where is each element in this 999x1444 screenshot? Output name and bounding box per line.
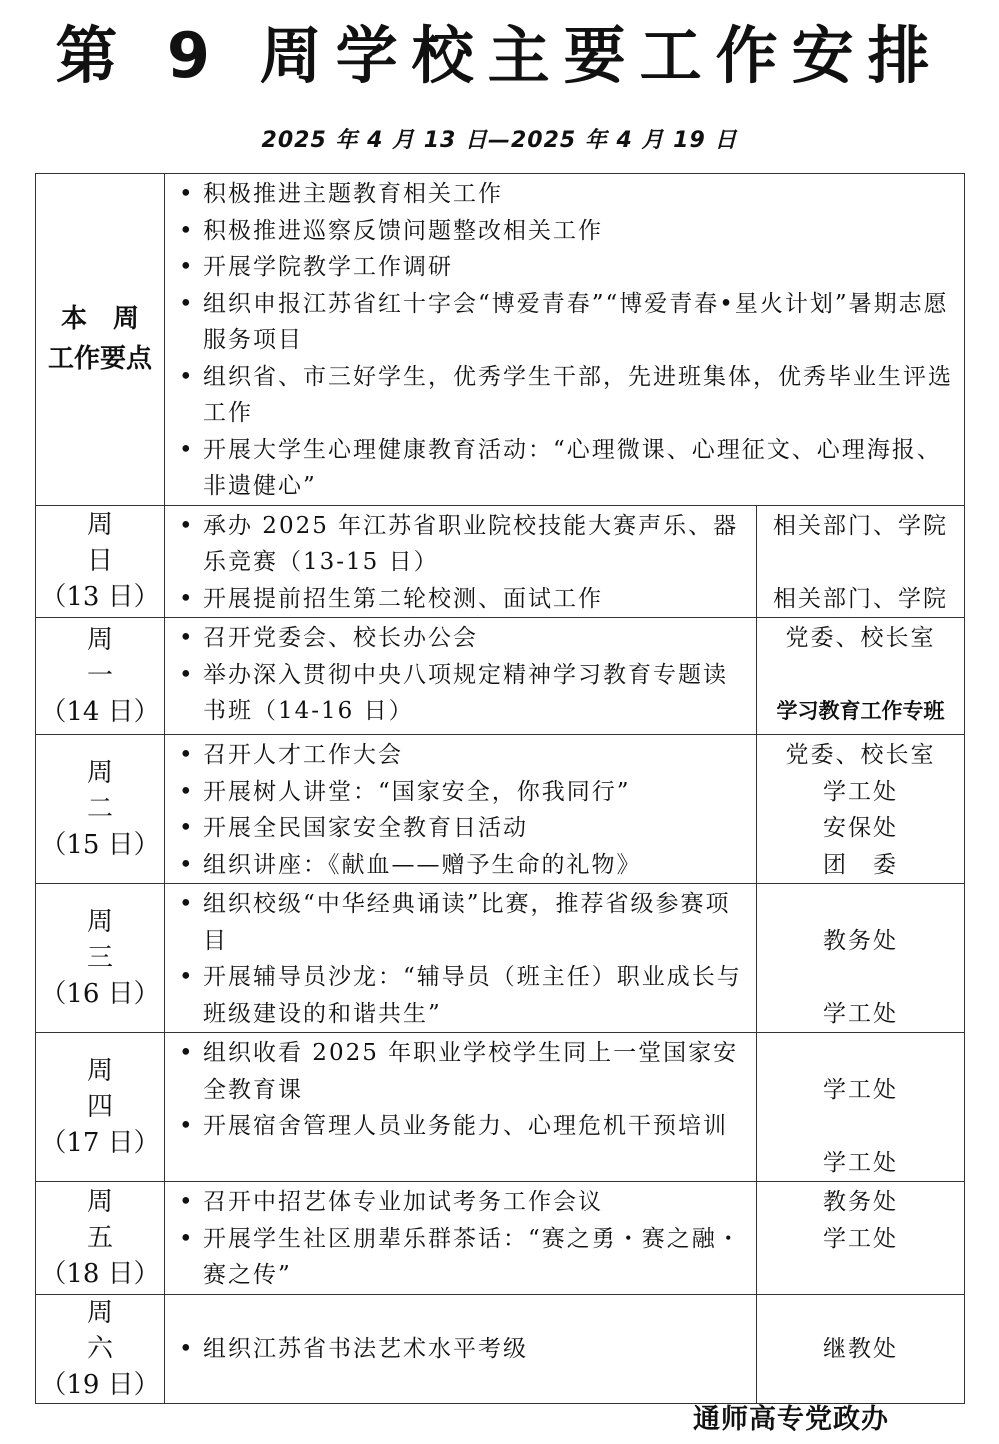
day-row-thu bbox=[36, 1033, 965, 1182]
dept-name: 学工处 bbox=[823, 778, 898, 805]
key-point-item: • 开展学院教学工作调研 bbox=[179, 249, 958, 286]
task-cell bbox=[165, 735, 757, 884]
schedule-table bbox=[35, 173, 965, 1404]
dept-cell bbox=[757, 735, 965, 884]
task-cell bbox=[165, 618, 757, 735]
task-item: • 开展辅导员沙龙：“辅导员（班主任）职业成长与班级建设的和谐共生” bbox=[179, 959, 750, 1032]
dept-name: 团 委 bbox=[823, 851, 898, 878]
dept-cell bbox=[757, 1294, 965, 1403]
task-cell bbox=[165, 1294, 757, 1403]
dept-name: 学工处 bbox=[823, 1076, 898, 1103]
day-row-fri bbox=[36, 1182, 965, 1295]
task-item: • 组织校级“中华经典诵读”比赛，推荐省级参赛项目 bbox=[179, 886, 750, 959]
dept-spacer bbox=[757, 1035, 964, 1072]
task-item: • 开展树人讲堂：“国家安全，你我同行” bbox=[179, 774, 750, 811]
dept-name: 相关部门、学院 bbox=[773, 585, 948, 612]
dept-name: 学工处 bbox=[823, 1149, 898, 1176]
dept-name: 党委、校长室 bbox=[785, 742, 936, 768]
task-cell bbox=[165, 884, 757, 1033]
day-label bbox=[36, 505, 165, 618]
dept-spacer bbox=[757, 959, 964, 996]
dept-name: 学工处 bbox=[823, 1225, 898, 1252]
day-label bbox=[36, 1182, 165, 1295]
day-name: 周三 bbox=[86, 907, 143, 973]
key-point-item: • 积极推进主题教育相关工作 bbox=[179, 176, 958, 213]
key-point-item: • 积极推进巡察反馈问题整改相关工作 bbox=[179, 213, 958, 250]
day-name: 周二 bbox=[86, 758, 143, 824]
dept-name: 学工处 bbox=[823, 1000, 898, 1027]
dept-cell bbox=[757, 1033, 965, 1182]
key-points-label bbox=[36, 174, 165, 506]
dept-name: 继教处 bbox=[823, 1336, 898, 1363]
day-name: 周日 bbox=[86, 510, 143, 577]
day-label bbox=[36, 884, 165, 1033]
key-points-label-line1: 本 周 bbox=[60, 304, 139, 335]
dept-name: 相关部门、学院 bbox=[773, 512, 948, 539]
dept-spacer bbox=[757, 1108, 964, 1145]
day-date: （15 日） bbox=[40, 830, 160, 860]
day-label bbox=[36, 1033, 165, 1182]
key-points-cell bbox=[165, 174, 965, 506]
day-name: 周四 bbox=[86, 1056, 143, 1122]
dept-cell bbox=[757, 505, 965, 618]
issuer-signature: 通师高专党政办 bbox=[693, 1404, 889, 1435]
key-point-item: • 开展大学生心理健康教育活动：“心理微课、心理征文、心理海报、非遗健心” bbox=[179, 432, 958, 505]
dept-name: 党委、校长室 bbox=[785, 625, 936, 651]
dept-spacer bbox=[757, 657, 964, 694]
day-name: 周一 bbox=[86, 625, 143, 691]
day-row-wed bbox=[36, 884, 965, 1033]
task-item: • 开展宿舍管理人员业务能力、心理危机干预培训 bbox=[179, 1108, 750, 1145]
day-date: （19 日） bbox=[40, 1369, 160, 1400]
day-row-tue bbox=[36, 735, 965, 884]
task-item: • 召开中招艺体专业加试考务工作会议 bbox=[179, 1184, 750, 1221]
day-date: （18 日） bbox=[40, 1258, 160, 1289]
dept-name: 学习教育工作专班 bbox=[776, 699, 945, 723]
day-label bbox=[36, 735, 165, 884]
dept-spacer bbox=[757, 544, 964, 581]
day-row-sat bbox=[36, 1294, 965, 1403]
key-points-row bbox=[36, 174, 965, 506]
date-range: 2025 年 4 月 13 日—2025 年 4 月 19 日 bbox=[261, 128, 738, 153]
key-point-item: • 组织申报江苏省红十字会“博爱青春”“博爱青春•星火计划”暑期志愿服务项目 bbox=[179, 286, 958, 359]
day-row-mon bbox=[36, 618, 965, 735]
dept-cell bbox=[757, 618, 965, 735]
key-point-item: • 组织省、市三好学生，优秀学生干部，先进班集体，优秀毕业生评选工作 bbox=[179, 359, 958, 432]
page-title: 第 9 周学校主要工作安排 bbox=[55, 19, 944, 92]
task-item: • 承办 2025 年江苏省职业院校技能大赛声乐、器乐竞赛（13-15 日） bbox=[179, 508, 750, 581]
day-label bbox=[36, 618, 165, 735]
task-item: • 组织收看 2025 年职业学校学生同上一堂国家安全教育课 bbox=[179, 1035, 750, 1108]
dept-cell bbox=[757, 884, 965, 1033]
task-item: • 组织讲座：《献血——赠予生命的礼物》 bbox=[179, 847, 750, 884]
day-date: （17 日） bbox=[40, 1128, 160, 1158]
day-name: 周六 bbox=[86, 1297, 143, 1364]
task-cell bbox=[165, 505, 757, 618]
day-date: （16 日） bbox=[40, 979, 160, 1009]
task-item: • 召开党委会、校长办公会 bbox=[179, 620, 750, 657]
task-item: • 开展学生社区朋辈乐群茶话：“赛之勇・赛之融・赛之传” bbox=[179, 1221, 750, 1294]
day-label bbox=[36, 1294, 165, 1403]
task-item: • 召开人才工作大会 bbox=[179, 737, 750, 774]
key-points-label-line2: 工作要点 bbox=[47, 344, 152, 375]
dept-name: 教务处 bbox=[823, 927, 898, 954]
day-date: （14 日） bbox=[40, 697, 160, 727]
day-date: （13 日） bbox=[40, 582, 160, 613]
task-item: • 开展全民国家安全教育日活动 bbox=[179, 810, 750, 847]
task-cell bbox=[165, 1033, 757, 1182]
day-row-sun bbox=[36, 505, 965, 618]
task-cell bbox=[165, 1182, 757, 1295]
dept-spacer bbox=[757, 886, 964, 923]
dept-cell bbox=[757, 1182, 965, 1295]
dept-name: 教务处 bbox=[823, 1189, 898, 1215]
day-name: 周五 bbox=[86, 1186, 143, 1253]
task-item: • 开展提前招生第二轮校测、面试工作 bbox=[179, 581, 750, 618]
task-item: • 举办深入贯彻中央八项规定精神学习教育专题读书班（14-16 日） bbox=[179, 657, 750, 730]
task-item: • 组织江苏省书法艺术水平考级 bbox=[179, 1331, 750, 1368]
dept-name: 安保处 bbox=[823, 815, 898, 841]
